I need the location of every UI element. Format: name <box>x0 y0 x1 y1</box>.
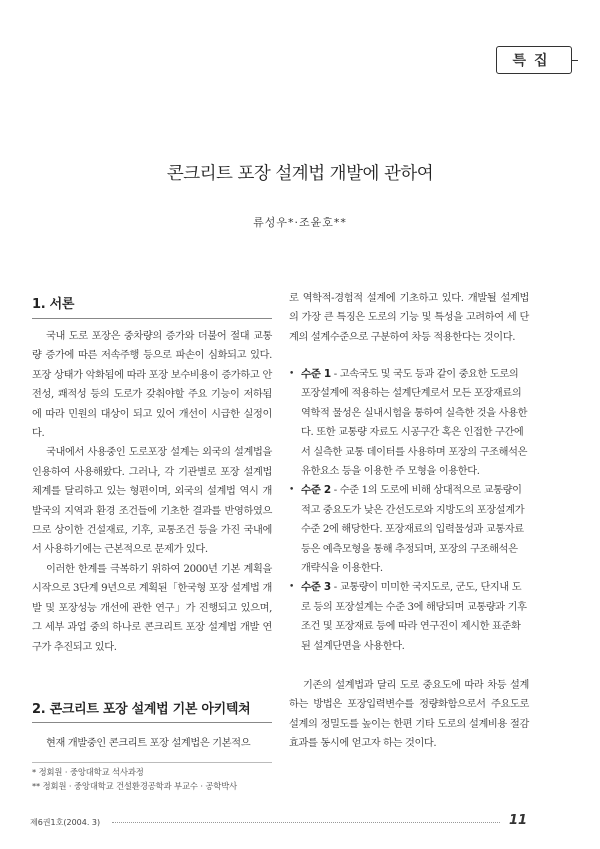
section-badge: 특집 <box>496 46 572 74</box>
bullet-icon: • <box>289 369 294 379</box>
list-item-label: 수준 1 <box>301 368 331 380</box>
footnote-rule <box>32 762 272 763</box>
issue-label: 제6권1호(2004. 3) <box>30 818 101 827</box>
paragraph: 국내 도로 포장은 중차량의 증가와 더불어 절대 교통량 증가에 따른 저속주행 등으로 파손이 심화되고 있다. 포장 상태가 악화됨에 따라 포장 보수비용이 증가하고 안전성, 쾌적성 등의 도로가 갖춰야할 주요 기능이 저하됨에 따라 민원의 대상이 되고 있어 개선이 시급한 실정이다. <box>32 331 272 440</box>
paragraph: 현재 개발중인 콘크리트 포장 설계법은 기본적으 <box>46 738 251 749</box>
paragraph: 기존의 설계법과 달리 도로 중요도에 따라 차등 설계하는 방법은 포장입력변수를 정량화함으로서 주요도로 설계의 정밀도를 높이는 한편 기타 도로의 설계비용 절감효과를 동시에 얻고자 하는 것이다. <box>289 680 529 750</box>
list-item-text: - 교통량이 미미한 국지도로, 군도, 단지내 도로 등의 포장설계는 수준 3에 해당되며 교통량과 기후조건 및 포장재료 등에 따라 연구진이 제시한 표준화된 설계단면을 사용한다. <box>301 582 527 652</box>
bullet-icon: • <box>289 582 294 593</box>
left-column-bottom <box>32 734 272 753</box>
list-item-text: - 고속국도 및 국도 등과 같이 중요한 도로의 포장설계에 적용하는 설계단계로서 모든 포장재료의 역학적 물성은 실내시험을 통하여 실측한 것을 사용한다. 또한 교통량 자료도 시공구간 혹은 인접한 구간에서 실측한 교통 데이터를 사용하며 포장의 구조해석은 유한요소 등을 이용한 주 모형을 이용한다. <box>301 369 528 478</box>
list-item <box>289 365 529 481</box>
paragraph: 국내에서 사용중인 도로포장 설계는 외국의 설계법을 인용하여 사용해왔다. 그러나, 각 기관별로 포장 설계법 체계를 달리하고 있는 형편이며, 외국의 설계법 역시 개발국의 지역과 환경 조건들에 기초한 결과를 반영하였으므로 상이한 건설재료, 기후, 교통조건 등을 가진 국내에서 사용하기에는 근본적으로 문제가 있다. <box>32 447 272 556</box>
left-column-text <box>32 327 272 657</box>
article-authors: 류성우*·조윤호** <box>253 216 347 229</box>
right-column-closing <box>289 676 529 754</box>
section-heading-1: 1. 서론 <box>32 297 75 312</box>
section-heading-2: 2. 콘크리트 포장 설계법 기본 아키텍쳐 <box>32 702 251 717</box>
list-item <box>289 481 529 578</box>
paragraph: 로 역학적-경험적 설계에 기초하고 있다. 개발될 설계법의 가장 큰 특징은 도로의 기능 및 특성을 고려하여 세 단계의 설계수준으로 구분하여 차등 적용한다는 것이다. <box>289 293 529 343</box>
paragraph: 이러한 한계를 극복하기 위하여 2000년 기본 계획을 시작으로 3단계 9년으로 계획된「한국형 포장 설계법 개발 및 포장성능 개선에 관한 연구」가 진행되고 있으며, 그 세부 과업 중의 하나로 콘크리트 포장 설계법 개발 연구가 추진되고 있다. <box>32 563 272 653</box>
footer-leader <box>112 822 500 823</box>
list-item <box>289 578 529 656</box>
article-title: 콘크리트 포장 설계법 개발에 관하여 <box>166 164 434 184</box>
list-item-label: 수준 3 <box>301 581 331 594</box>
bullet-icon: • <box>289 485 294 496</box>
badge-divider <box>572 60 578 61</box>
list-item-label: 수준 2 <box>301 484 331 497</box>
footnote-2: ** 정회원 · 중앙대학교 건설환경공학과 부교수 · 공학박사 <box>32 781 238 791</box>
heading-2-rule <box>32 722 272 723</box>
page-number: 11 <box>509 813 528 828</box>
footnote-1: * 정회원 · 중앙대학교 석사과정 <box>32 767 144 777</box>
heading-1-rule <box>32 318 272 319</box>
design-level-list <box>289 365 529 656</box>
list-item-text: - 수준 1의 도로에 비해 상대적으로 교통량이 적고 중요도가 낮은 간선도로와 지방도의 포장설계가 수준 2에 해당한다. 포장재료의 입력물성과 교통자료 등은 예측모형을 통해 추정되며, 포장의 구조해석은 개략식을 이용한다. <box>301 485 525 575</box>
right-column-intro <box>289 289 529 347</box>
